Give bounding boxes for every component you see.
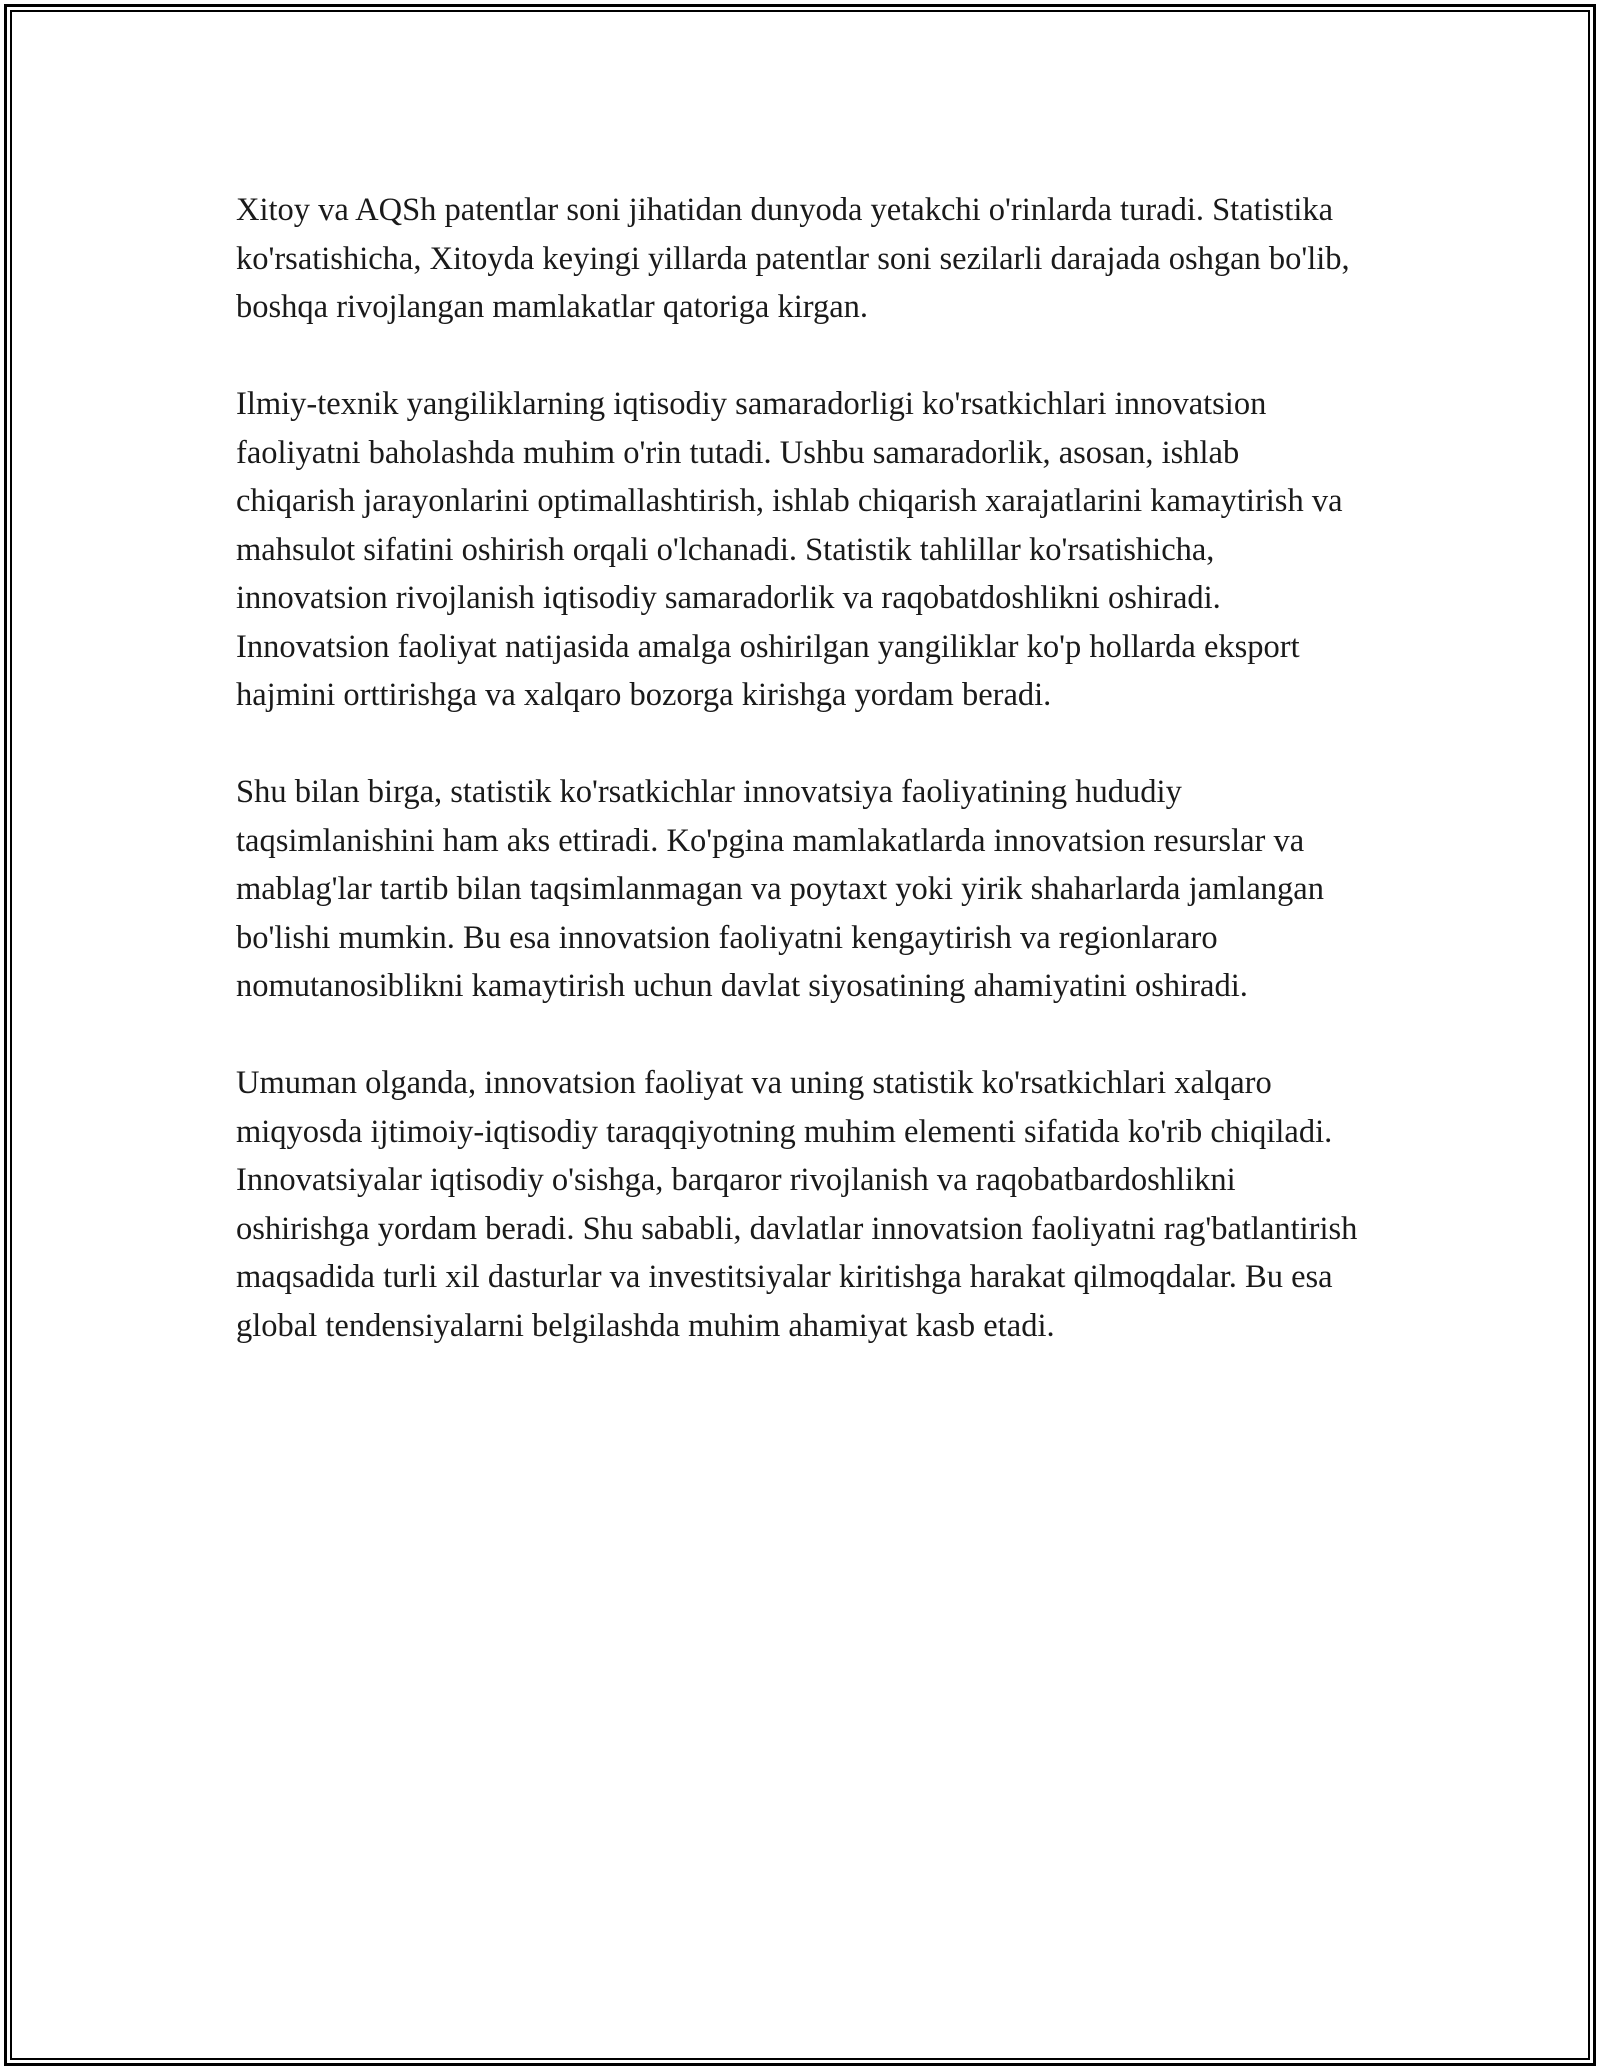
paragraph-economic-efficiency: Ilmiy-texnik yangiliklarning iqtisodiy samaradorligi ko'rsatkichlari innovatsion faoliyatni baholashda muhim o'rin tutadi. Ushbu samaradorlik, asosan, ishlab chiqarish jarayonlarini optimallashtirish, ishlab chiqarish xarajatlarini kamaytirish va mahsulot sifatini oshirish orqali o'lchanadi. Statistik tahlillar ko'rsatishicha, innovatsion rivojlanish iqtisodiy samaradorlik va raqobatdoshlikni oshiradi. Innovatsion faoliyat natijasida amalga oshirilgan yangiliklar ko'p hollarda eksport hajmini orttirishga va xalqaro bozorga kirishga yordam beradi. (236, 386, 1343, 713)
paragraph-regional-distribution: Shu bilan birga, statistik ko'rsatkichlar innovatsiya faoliyatining hududiy taqsimlanishini ham aks ettiradi. Ko'pgina mamlakatlarda innovatsion resurslar va mablag'lar tartib bilan taqsimlanmagan va poytaxt yoki yirik shaharlarda jamlangan bo'lishi mumkin. Bu esa innovatsion faoliyatni kengaytirish va regionlararo nomutanosiblikni kamaytirish uchun davlat siyosatining ahamiyatini oshiradi. (236, 774, 1324, 1004)
document-body (236, 186, 1366, 1350)
paragraph-conclusion: Umuman olganda, innovatsion faoliyat va uning statistik ko'rsatkichlari xalqaro miqyosda ijtimoiy-iqtisodiy taraqqiyotning muhim elementi sifatida ko'rib chiqiladi. Innovatsiyalar iqtisodiy o'sishga, barqaror rivojlanish va raqobatbardoshlikni oshirishga yordam beradi. Shu sababli, davlatlar innovatsion faoliyatni rag'batlantirish maqsadida turli xil dasturlar va investitsiyalar kiritishga harakat qilmoqdalar. Bu esa global tendensiyalarni belgilashda muhim ahamiyat kasb etadi. (236, 1065, 1358, 1344)
paragraph-patents: Xitoy va AQSh patentlar soni jihatidan dunyoda yetakchi o'rinlarda turadi. Statistika ko'rsatishicha, Xitoyda keyingi yillarda patentlar soni sezilarli darajada oshgan bo'lib, boshqa rivojlangan mamlakatlar qatoriga kirgan. (236, 192, 1350, 325)
